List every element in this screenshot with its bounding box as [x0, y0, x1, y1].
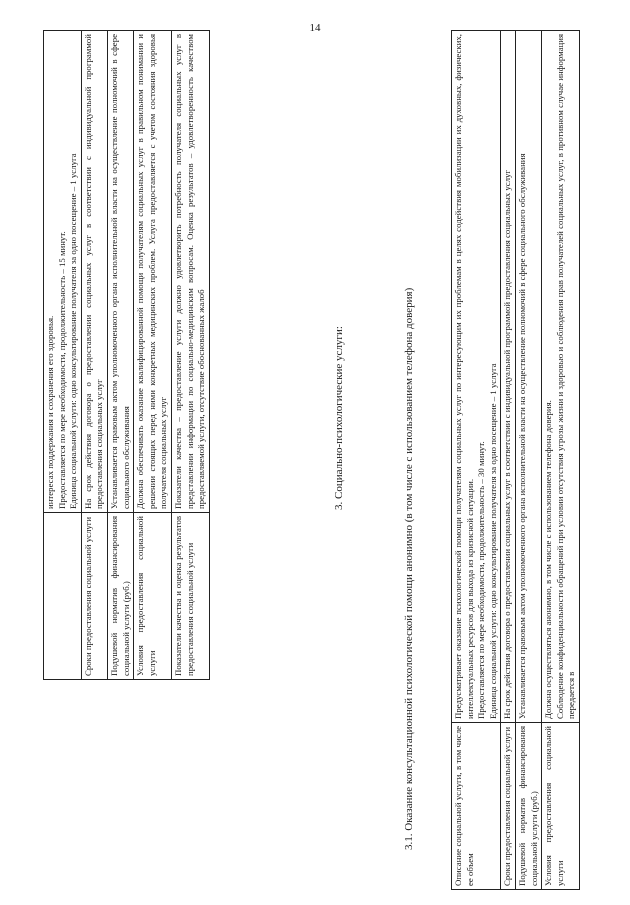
table-row: [44, 31, 82, 680]
value-line: Соблюдение конфиденциальности обращений при условии отсутствия угрозы жизни и здоровью и соблюдения прав получателей социальных услуг, в противном случае информация передается в: [554, 34, 577, 719]
value-line: Единица социальной услуги: одно консультирование получателя за одно посещение – 1 услуга: [487, 363, 498, 719]
table-row: [501, 31, 516, 890]
table-row: [515, 31, 541, 890]
page-number: 14: [309, 22, 321, 34]
value-line: Устанавливается правовым актом уполномоченного органа исполнительной власти на осуществление полномочий в сфере социального обслуживания: [516, 153, 527, 719]
row-value: [134, 31, 172, 513]
value-line: Предоставляется по мере необходимости, продолжительность – 15 минут.: [56, 231, 67, 509]
value-line: На срок действия договора о предоставлении социальных услуг в соответствии с индивидуальной программой предоставления социальных услуг: [82, 34, 105, 509]
table-row: [452, 31, 501, 890]
value-line: Должна обеспечивать оказание квалифицированной помощи получателям социальных услуг в правильном понимании и решении стоящих перед ними конкретных медицинских проблем. Услуга предоставляется с учетом состояния здоровья получателя социальных услуг: [135, 34, 169, 509]
table-row: [542, 31, 580, 890]
row-label: Подушевой норматив финансирования социальной услуги (руб.): [107, 513, 133, 680]
service-table-1: [43, 30, 210, 680]
row-value: [44, 31, 82, 513]
row-label: Подушевой норматив финансирования социальной услуги (руб.): [515, 723, 541, 890]
value-line: Показатели качества – предоставление услуги должно удовлетворить потребность получателя социальных услуг в представлении информации по социально-медицинским вопросам. Оценка результатов – удовлетворенность качеством предоставляемой услуги, отсутствие обоснованных жалоб: [172, 34, 207, 509]
subsection-title: 3.1. Оказание консультационной психологической помощи анонимно (в том числе с использованием телефона доверия): [403, 287, 415, 850]
row-label: Условия предоставления социальной услуги: [542, 723, 580, 890]
table-row: [171, 31, 209, 680]
service-table-2: [451, 30, 580, 890]
rotated-page-content: [43, 30, 588, 890]
table-row: [81, 31, 107, 680]
row-label: Показатели качества и оценка результатов предоставления социальной услуги: [171, 513, 209, 680]
value-line: Устанавливается правовым актом уполномоченного органа исполнительной власти на осуществление полномочий в сфере социального обслуживания: [108, 34, 131, 509]
row-label: Условия предоставления социальной услуги: [134, 513, 172, 680]
row-value: [452, 31, 501, 723]
row-label: Сроки предоставления социальной услуги: [81, 513, 107, 680]
value-line: Предусматривает оказание психологической помощи получателям социальных услуг по интересующим их проблемам в целях содействия мобилизации их духовных, физических, интеллектуальных ресурсов для выхода из кризисной ситуации.: [453, 34, 475, 719]
table-row: [107, 31, 133, 680]
row-label: Описание социальной услуги, в том числе ее объем: [452, 723, 501, 890]
row-label: Сроки предоставления социальной услуги: [501, 723, 516, 890]
row-value: [515, 31, 541, 723]
row-value: [542, 31, 580, 723]
value-line: Должна осуществляться анонимно, в том числе с использованием телефона доверия.: [543, 400, 554, 719]
row-value: [501, 31, 516, 723]
value-line: интересах поддержания и сохранения его здоровья.: [45, 315, 55, 509]
value-line: Единица социальной услуги: одно консультирование получателя за одно посещение – 1 услуга: [68, 153, 79, 509]
row-value: [171, 31, 209, 513]
section-title: 3. Социально-психологические услуги:: [333, 326, 345, 510]
table-row: [134, 31, 172, 680]
row-label: [44, 513, 82, 680]
value-line: Предоставляется по мере необходимости, продолжительность – 30 минут.: [476, 441, 487, 719]
row-value: [81, 31, 107, 513]
value-line: На срок действия договора о предоставлении социальных услуг в соответствии с индивидуальной программой предоставления социальных услуг: [502, 169, 513, 719]
row-value: [107, 31, 133, 513]
